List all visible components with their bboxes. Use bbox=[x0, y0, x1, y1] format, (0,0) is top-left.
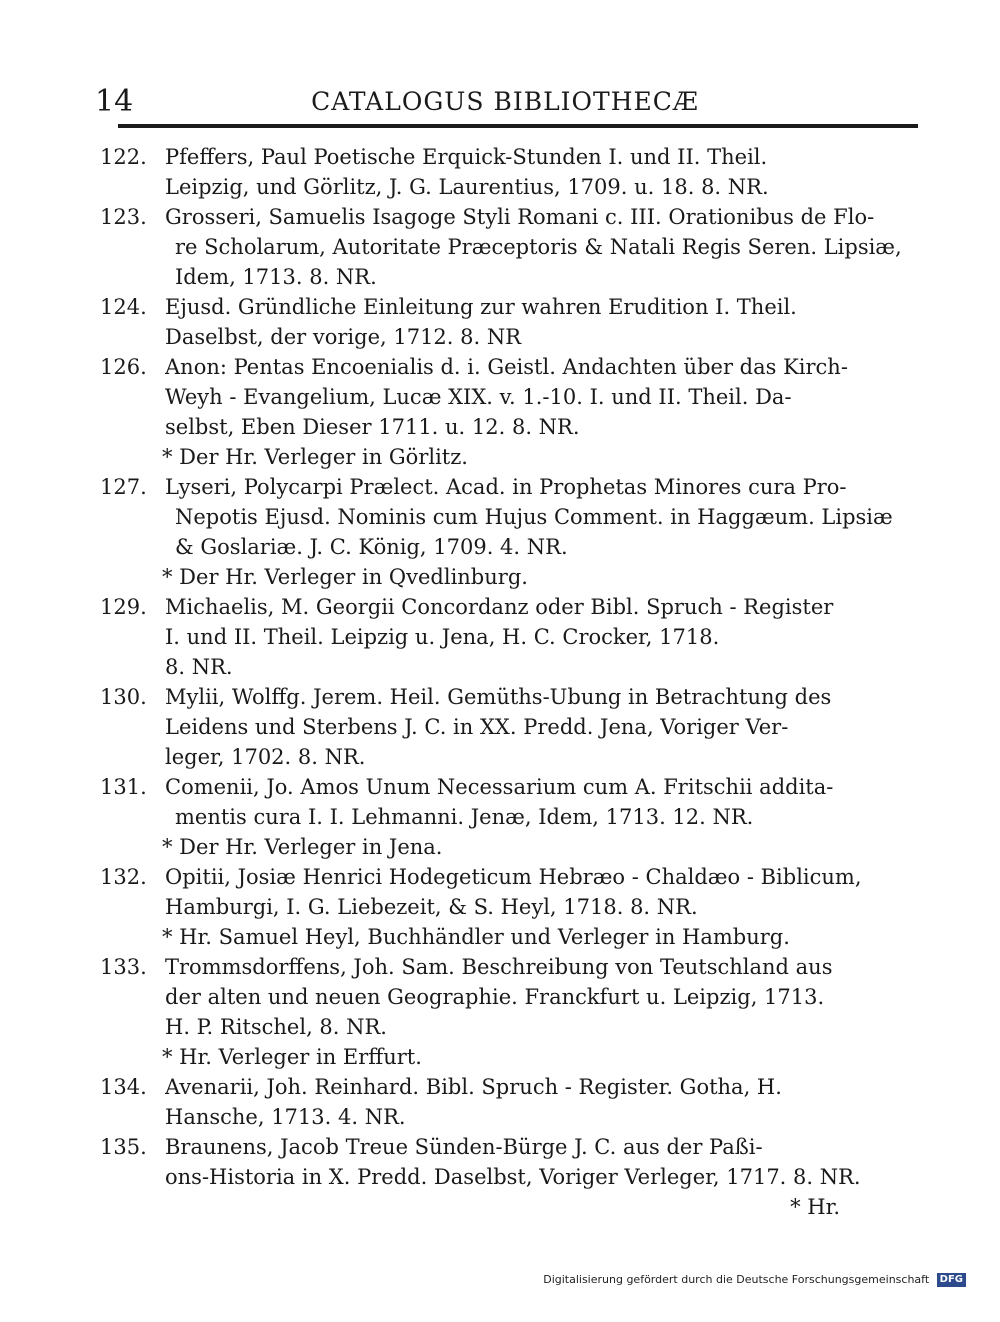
entry-line: ons-Historia in X. Predd. Daselbst, Voriger Verleger, 1717. 8. NR. bbox=[165, 1165, 861, 1189]
catchword: * Hr. bbox=[790, 1195, 840, 1219]
entry-line: der alten und neuen Geographie. Franckfurt u. Leipzig, 1713. bbox=[165, 985, 825, 1009]
entry-line: Trommsdorffens, Joh. Sam. Beschreibung von Teutschland aus bbox=[165, 955, 833, 979]
publisher-note: * Der Hr. Verleger in Görlitz. bbox=[162, 445, 468, 469]
catalog-entry bbox=[0, 1132, 1000, 1222]
entry-number: 124. bbox=[100, 295, 147, 319]
page-header bbox=[95, 82, 915, 122]
entry-line: Weyh - Evangelium, Lucæ XIX. v. 1.-10. I. und II. Theil. Da- bbox=[165, 385, 792, 409]
entry-line: Daselbst, der vorige, 1712. 8. NR bbox=[165, 325, 522, 349]
page-number: 14 bbox=[95, 84, 134, 119]
catalog-entry bbox=[0, 592, 1000, 682]
entry-line: Michaelis, M. Georgii Concordanz oder Bibl. Spruch - Register bbox=[165, 595, 834, 619]
entry-line: Lyseri, Polycarpi Prælect. Acad. in Prophetas Minores cura Pro- bbox=[165, 475, 847, 499]
entry-line: Hansche, 1713. 4. NR. bbox=[165, 1105, 406, 1129]
catalog-entries bbox=[0, 142, 1000, 1222]
catalog-entry bbox=[0, 862, 1000, 952]
publisher-note: * Hr. Samuel Heyl, Buchhändler und Verleger in Hamburg. bbox=[162, 925, 790, 949]
entry-line: Hamburgi, I. G. Liebezeit, & S. Heyl, 1718. 8. NR. bbox=[165, 895, 698, 919]
entry-line: mentis cura I. I. Lehmanni. Jenæ, Idem, 1713. 12. NR. bbox=[175, 805, 754, 829]
header-rule bbox=[118, 124, 918, 128]
entry-number: 126. bbox=[100, 355, 147, 379]
digitization-credit bbox=[543, 1272, 966, 1288]
entry-number: 123. bbox=[100, 205, 147, 229]
catalog-entry bbox=[0, 142, 1000, 202]
entry-number: 127. bbox=[100, 475, 147, 499]
entry-line: re Scholarum, Autoritate Præceptoris & Natali Regis Seren. Lipsiæ, bbox=[175, 235, 902, 259]
running-title: CATALOGUS BIBLIOTHECÆ bbox=[311, 87, 699, 116]
catalog-entry bbox=[0, 352, 1000, 472]
entry-line: Ejusd. Gründliche Einleitung zur wahren Erudition I. Theil. bbox=[165, 295, 797, 319]
entry-line: Leidens und Sterbens J. C. in XX. Predd. Jena, Voriger Ver- bbox=[165, 715, 789, 739]
catalog-entry bbox=[0, 1072, 1000, 1132]
entry-line: Idem, 1713. 8. NR. bbox=[175, 265, 377, 289]
entry-line: Avenarii, Joh. Reinhard. Bibl. Spruch - Register. Gotha, H. bbox=[165, 1075, 782, 1099]
entry-line: Pfeffers, Paul Poetische Erquick-Stunden I. und II. Theil. bbox=[165, 145, 768, 169]
entry-line: Leipzig, und Görlitz, J. G. Laurentius, 1709. u. 18. 8. NR. bbox=[165, 175, 769, 199]
entry-number: 129. bbox=[100, 595, 147, 619]
entry-number: 133. bbox=[100, 955, 147, 979]
publisher-note: * Der Hr. Verleger in Qvedlinburg. bbox=[162, 565, 528, 589]
catalog-entry bbox=[0, 772, 1000, 862]
entry-line: Braunens, Jacob Treue Sünden-Bürge J. C. aus der Paßi- bbox=[165, 1135, 763, 1159]
entry-line: 8. NR. bbox=[165, 655, 233, 679]
entry-number: 131. bbox=[100, 775, 147, 799]
publisher-note: * Hr. Verleger in Erffurt. bbox=[162, 1045, 422, 1069]
entry-number: 130. bbox=[100, 685, 147, 709]
entry-line: Opitii, Josiæ Henrici Hodegeticum Hebræo - Chaldæo - Biblicum, bbox=[165, 865, 862, 889]
catalog-entry bbox=[0, 682, 1000, 772]
entry-line: leger, 1702. 8. NR. bbox=[165, 745, 366, 769]
entry-line: Anon: Pentas Encoenialis d. i. Geistl. Andachten über das Kirch- bbox=[165, 355, 848, 379]
entry-number: 122. bbox=[100, 145, 147, 169]
entry-line: Comenii, Jo. Amos Unum Necessarium cum A. Fritschii additа- bbox=[165, 775, 834, 799]
entry-line: H. P. Ritschel, 8. NR. bbox=[165, 1015, 387, 1039]
entry-number: 132. bbox=[100, 865, 147, 889]
entry-line: & Goslariæ. J. C. König, 1709. 4. NR. bbox=[175, 535, 568, 559]
catalog-entry bbox=[0, 472, 1000, 592]
entry-number: 135. bbox=[100, 1135, 147, 1159]
catalog-entry bbox=[0, 952, 1000, 1072]
entry-line: Grosseri, Samuelis Isagoge Styli Romani c. III. Orationibus de Flo- bbox=[165, 205, 875, 229]
entry-line: Mylii, Wolffg. Jerem. Heil. Gemüths-Ubung in Betrachtung des bbox=[165, 685, 832, 709]
catalog-entry bbox=[0, 202, 1000, 292]
catalog-entry bbox=[0, 292, 1000, 352]
entry-line: Nepotis Ejusd. Nominis cum Hujus Comment. in Haggæum. Lipsiæ bbox=[175, 505, 893, 529]
publisher-note: * Der Hr. Verleger in Jena. bbox=[162, 835, 443, 859]
entry-number: 134. bbox=[100, 1075, 147, 1099]
entry-line: selbst, Eben Dieser 1711. u. 12. 8. NR. bbox=[165, 415, 580, 439]
dfg-logo: DFG bbox=[937, 1273, 966, 1287]
entry-line: I. und II. Theil. Leipzig u. Jena, H. C. Crocker, 1718. bbox=[165, 625, 720, 649]
credit-text: Digitalisierung gefördert durch die Deutsche Forschungsgemeinschaft bbox=[543, 1273, 930, 1286]
